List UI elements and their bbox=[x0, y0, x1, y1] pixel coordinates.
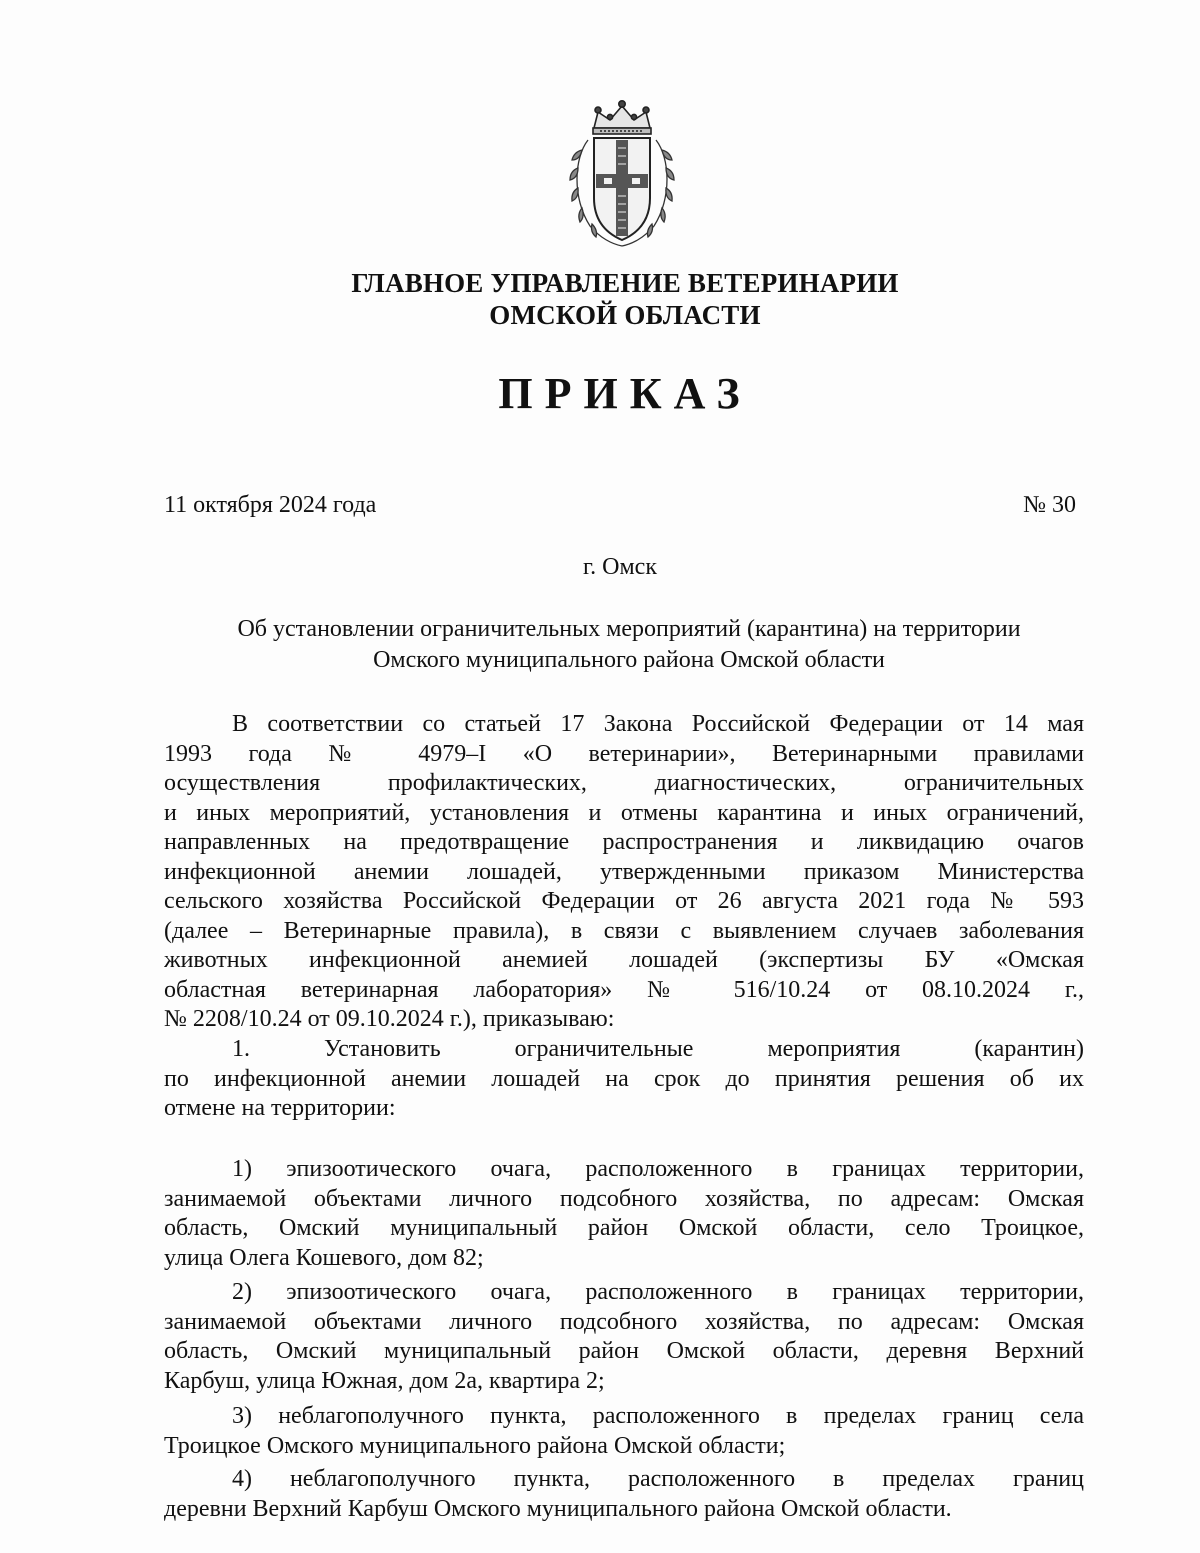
document-number: № 30 bbox=[1023, 492, 1076, 518]
document-type: ПРИКАЗ bbox=[498, 369, 752, 418]
text-line: 1993 года № 4979–I «О ветеринарии», Ветеринарными правилами bbox=[164, 740, 1084, 767]
order-subitem-3 bbox=[164, 1402, 1084, 1461]
text-line: 3) неблагополучного пункта, расположенного в пределах границ села bbox=[232, 1403, 1084, 1429]
document-city: г. Омск bbox=[583, 554, 657, 580]
text-line: 1. Установить ограничительные мероприятия (карантин) bbox=[232, 1036, 1084, 1062]
subject-line: Об установлении ограничительных мероприятий (карантина) на территории bbox=[237, 616, 1021, 642]
text-line: сельского хозяйства Российской Федерации от 26 августа 2021 года № 593 bbox=[164, 888, 1084, 914]
text-line: по инфекционной анемии лошадей на срок до принятия решения об их bbox=[164, 1065, 1084, 1092]
text-line: животных инфекционной анемией лошадей (экспертизы БУ «Омская bbox=[164, 947, 1084, 973]
text-line: 1) эпизоотического очага, расположенного в границах территории, bbox=[232, 1156, 1084, 1182]
text-line: занимаемой объектами личного подсобного хозяйства, по адресам: Омская bbox=[164, 1185, 1084, 1212]
preamble-paragraph bbox=[164, 710, 1084, 1035]
text-line: Троицкое Омского муниципального района Омской области; bbox=[164, 1432, 786, 1459]
text-line: № 2208/10.24 от 09.10.2024 г.), приказываю: bbox=[164, 1006, 615, 1032]
text-line: В соответствии со статьей 17 Закона Российской Федерации от 14 мая bbox=[232, 711, 1084, 737]
text-line: 2) эпизоотического очага, расположенного в границах территории, bbox=[232, 1279, 1084, 1305]
omsk-coat-of-arms-icon bbox=[560, 98, 684, 248]
text-line: осуществления профилактических, диагностических, ограничительных bbox=[164, 770, 1084, 796]
text-line: область, Омский муниципальный район Омской области, село Троицкое, bbox=[164, 1215, 1084, 1241]
text-line: занимаемой объектами личного подсобного хозяйства, по адресам: Омская bbox=[164, 1308, 1084, 1335]
organization-title-line2: ОМСКОЙ ОБЛАСТИ bbox=[489, 300, 761, 330]
text-line: улица Олега Кошевого, дом 82; bbox=[164, 1244, 484, 1271]
order-item-1 bbox=[164, 1035, 1084, 1124]
document-date: 11 октября 2024 года bbox=[164, 492, 377, 518]
text-line: деревни Верхний Карбуш Омского муниципального района Омской области. bbox=[164, 1495, 952, 1522]
order-subitem-1 bbox=[164, 1155, 1084, 1273]
text-line: и иных мероприятий, установления и отмены карантина и иных ограничений, bbox=[164, 799, 1084, 826]
subject-line: Омского муниципального района Омской области bbox=[373, 647, 885, 673]
text-line: отмене на территории: bbox=[164, 1095, 396, 1121]
text-line: область, Омский муниципальный район Омской области, деревня Верхний bbox=[164, 1338, 1084, 1364]
document-subject bbox=[0, 614, 1200, 676]
order-subitem-4 bbox=[164, 1465, 1084, 1524]
text-line: (далее – Ветеринарные правила), в связи с выявлением случаев заболевания bbox=[164, 917, 1084, 944]
organization-title-line1: ГЛАВНОЕ УПРАВЛЕНИЕ ВЕТЕРИНАРИИ bbox=[351, 268, 899, 298]
text-line: 4) неблагополучного пункта, расположенного в пределах границ bbox=[232, 1466, 1084, 1492]
text-line: Карбуш, улица Южная, дом 2а, квартира 2; bbox=[164, 1367, 605, 1394]
text-line: направленных на предотвращение распространения и ликвидацию очагов bbox=[164, 829, 1084, 855]
order-subitem-2 bbox=[164, 1278, 1084, 1396]
text-line: областная ветеринарная лаборатория» № 516/10.24 от 08.10.2024 г., bbox=[164, 976, 1084, 1003]
text-line: инфекционной анемии лошадей, утвержденными приказом Министерства bbox=[164, 858, 1084, 885]
